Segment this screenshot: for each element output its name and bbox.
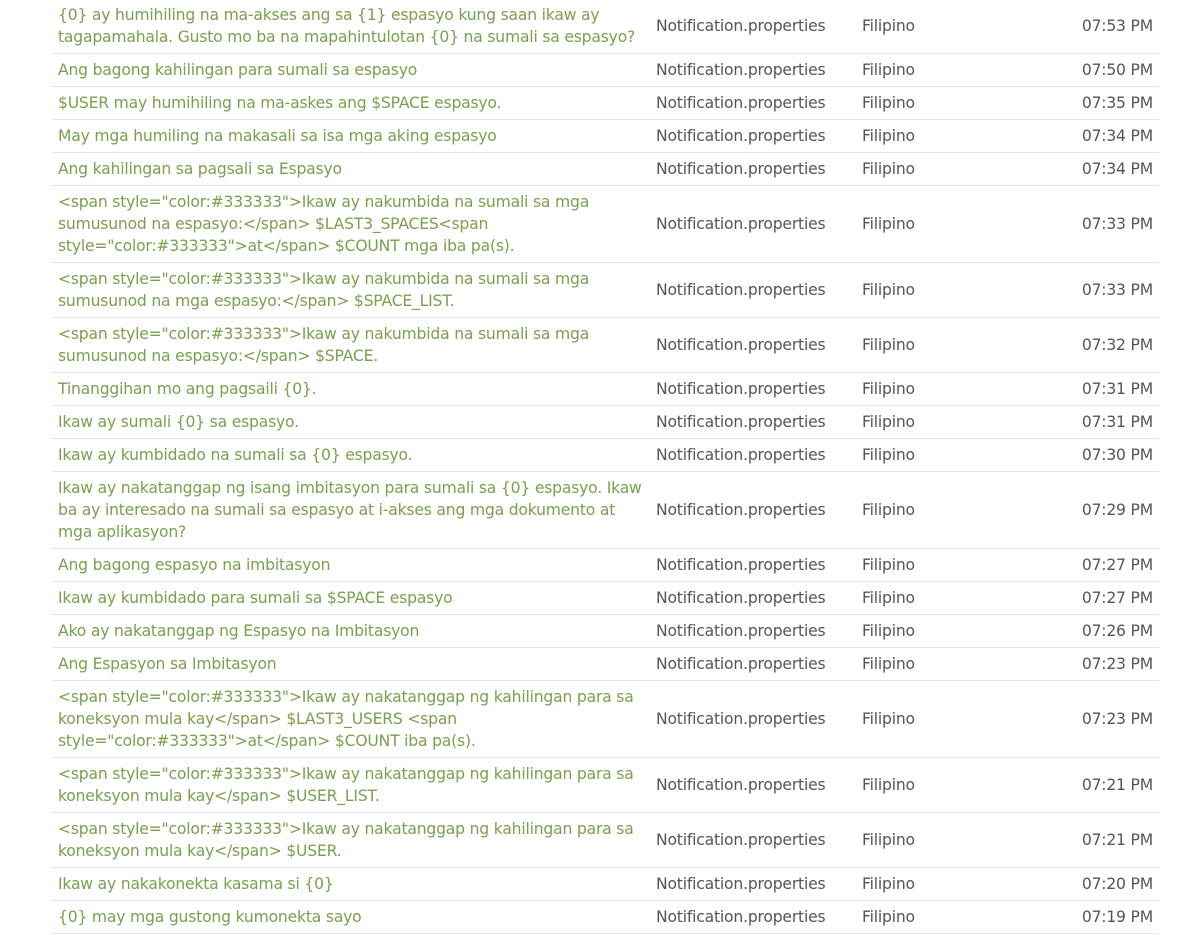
file-name: Notification.properties — [648, 472, 856, 549]
timestamp: 07:32 PM — [1004, 318, 1159, 373]
timestamp: 07:33 PM — [1004, 263, 1159, 318]
file-name: Notification.properties — [648, 318, 856, 373]
translation-text-link[interactable]: Ang bagong kahilingan para sumali sa espasyo — [52, 54, 648, 87]
file-name: Notification.properties — [648, 681, 856, 758]
file-name: Notification.properties — [648, 0, 856, 54]
language-name: Filipino — [856, 87, 1004, 120]
timestamp: 07:34 PM — [1004, 153, 1159, 186]
translation-text-link[interactable]: <span style="color:#333333">Ikaw ay nakumbida na sumali sa mga sumusunod na espasyo:</span> $SPACE. — [52, 318, 648, 373]
translation-text-link[interactable]: Ang Espasyon sa Imbitasyon — [52, 648, 648, 681]
language-name: Filipino — [856, 472, 1004, 549]
table-row — [52, 758, 1159, 813]
translation-text-link[interactable]: {0} may mga gustong kumonekta sayo — [52, 901, 648, 934]
language-name: Filipino — [856, 681, 1004, 758]
translation-text-link[interactable]: Ikaw ay nakatanggap ng isang imbitasyon para sumali sa {0} espasyo. Ikaw ba ay interesado na sumali sa espasyo at i-akses ang mga dokumento at mga aplikasyon? — [52, 472, 648, 549]
translation-text-link[interactable]: {0} ay humihiling na ma-akses ang sa {1} espasyo kung saan ikaw ay tagapamahala. Gusto mo ba na mapahintulotan {0} na sumali sa espasyo? — [52, 0, 648, 54]
table-row — [52, 549, 1159, 582]
timestamp: 07:23 PM — [1004, 648, 1159, 681]
file-name: Notification.properties — [648, 758, 856, 813]
file-name: Notification.properties — [648, 868, 856, 901]
translation-text-link[interactable]: <span style="color:#333333">Ikaw ay nakumbida na sumali sa mga sumusunod na mga espasyo:</span> $SPACE_LIST. — [52, 263, 648, 318]
table-row — [52, 472, 1159, 549]
language-name: Filipino — [856, 868, 1004, 901]
table-row — [52, 186, 1159, 263]
language-name: Filipino — [856, 615, 1004, 648]
translation-text-link[interactable]: <span style="color:#333333">Ikaw ay nakatanggap ng kahilingan para sa koneksyon mula kay</span> $USER. — [52, 813, 648, 868]
table-row — [52, 439, 1159, 472]
timestamp: 07:21 PM — [1004, 813, 1159, 868]
timestamp: 07:26 PM — [1004, 615, 1159, 648]
timestamp: 07:33 PM — [1004, 186, 1159, 263]
file-name: Notification.properties — [648, 186, 856, 263]
file-name: Notification.properties — [648, 901, 856, 934]
table-row — [52, 87, 1159, 120]
translation-text-link[interactable]: <span style="color:#333333">Ikaw ay nakatanggap ng kahilingan para sa koneksyon mula kay</span> $USER_LIST. — [52, 758, 648, 813]
table-row — [52, 406, 1159, 439]
translation-text-link[interactable]: <span style="color:#333333">Ikaw ay nakumbida na sumali sa mga sumusunod na espasyo:</span> $LAST3_SPACES<span style="color:#333333">at</span> $COUNT mga iba pa(s). — [52, 186, 648, 263]
file-name: Notification.properties — [648, 54, 856, 87]
language-name: Filipino — [856, 582, 1004, 615]
table-row — [52, 318, 1159, 373]
table-body — [52, 0, 1159, 934]
file-name: Notification.properties — [648, 615, 856, 648]
table-row — [52, 54, 1159, 87]
table-row — [52, 813, 1159, 868]
file-name: Notification.properties — [648, 648, 856, 681]
file-name: Notification.properties — [648, 120, 856, 153]
translation-text-link[interactable]: Ang bagong espasyo na imbitasyon — [52, 549, 648, 582]
translation-text-link[interactable]: Ikaw ay sumali {0} sa espasyo. — [52, 406, 648, 439]
table-row — [52, 901, 1159, 934]
language-name: Filipino — [856, 406, 1004, 439]
language-name: Filipino — [856, 54, 1004, 87]
timestamp: 07:27 PM — [1004, 582, 1159, 615]
timestamp: 07:23 PM — [1004, 681, 1159, 758]
language-name: Filipino — [856, 648, 1004, 681]
timestamp: 07:21 PM — [1004, 758, 1159, 813]
file-name: Notification.properties — [648, 439, 856, 472]
translation-text-link[interactable]: Ako ay nakatanggap ng Espasyo na Imbitasyon — [52, 615, 648, 648]
timestamp: 07:35 PM — [1004, 87, 1159, 120]
timestamp: 07:27 PM — [1004, 549, 1159, 582]
language-name: Filipino — [856, 439, 1004, 472]
language-name: Filipino — [856, 373, 1004, 406]
translation-text-link[interactable]: Ikaw ay kumbidado na sumali sa {0} espasyo. — [52, 439, 648, 472]
file-name: Notification.properties — [648, 582, 856, 615]
language-name: Filipino — [856, 758, 1004, 813]
file-name: Notification.properties — [648, 87, 856, 120]
translation-text-link[interactable]: Ang kahilingan sa pagsali sa Espasyo — [52, 153, 648, 186]
language-name: Filipino — [856, 0, 1004, 54]
translation-text-link[interactable]: May mga humiling na makasali sa isa mga aking espasyo — [52, 120, 648, 153]
table-row — [52, 263, 1159, 318]
translation-text-link[interactable]: Ikaw ay kumbidado para sumali sa $SPACE espasyo — [52, 582, 648, 615]
file-name: Notification.properties — [648, 813, 856, 868]
language-name: Filipino — [856, 549, 1004, 582]
language-name: Filipino — [856, 120, 1004, 153]
file-name: Notification.properties — [648, 263, 856, 318]
language-name: Filipino — [856, 153, 1004, 186]
timestamp: 07:34 PM — [1004, 120, 1159, 153]
language-name: Filipino — [856, 186, 1004, 263]
language-name: Filipino — [856, 813, 1004, 868]
table-row — [52, 0, 1159, 54]
table-row — [52, 582, 1159, 615]
table-row — [52, 120, 1159, 153]
translation-text-link[interactable]: $USER may humihiling na ma-askes ang $SPACE espasyo. — [52, 87, 648, 120]
language-name: Filipino — [856, 318, 1004, 373]
timestamp: 07:29 PM — [1004, 472, 1159, 549]
timestamp: 07:31 PM — [1004, 373, 1159, 406]
timestamp: 07:20 PM — [1004, 868, 1159, 901]
file-name: Notification.properties — [648, 373, 856, 406]
table-row — [52, 373, 1159, 406]
language-name: Filipino — [856, 901, 1004, 934]
table-row — [52, 648, 1159, 681]
translation-text-link[interactable]: Ikaw ay nakakonekta kasama si {0} — [52, 868, 648, 901]
translation-text-link[interactable]: Tinanggihan mo ang pagsaili {0}. — [52, 373, 648, 406]
table-row — [52, 615, 1159, 648]
translation-text-link[interactable]: <span style="color:#333333">Ikaw ay nakatanggap ng kahilingan para sa koneksyon mula kay</span> $LAST3_USERS <span style="color:#333333">at</span> $COUNT iba pa(s). — [52, 681, 648, 758]
timestamp: 07:53 PM — [1004, 0, 1159, 54]
timestamp: 07:19 PM — [1004, 901, 1159, 934]
table-row — [52, 681, 1159, 758]
timestamp: 07:30 PM — [1004, 439, 1159, 472]
language-name: Filipino — [856, 263, 1004, 318]
file-name: Notification.properties — [648, 549, 856, 582]
timestamp: 07:50 PM — [1004, 54, 1159, 87]
timestamp: 07:31 PM — [1004, 406, 1159, 439]
file-name: Notification.properties — [648, 153, 856, 186]
table-row — [52, 868, 1159, 901]
file-name: Notification.properties — [648, 406, 856, 439]
table-row — [52, 153, 1159, 186]
translation-activity-table — [52, 0, 1159, 934]
